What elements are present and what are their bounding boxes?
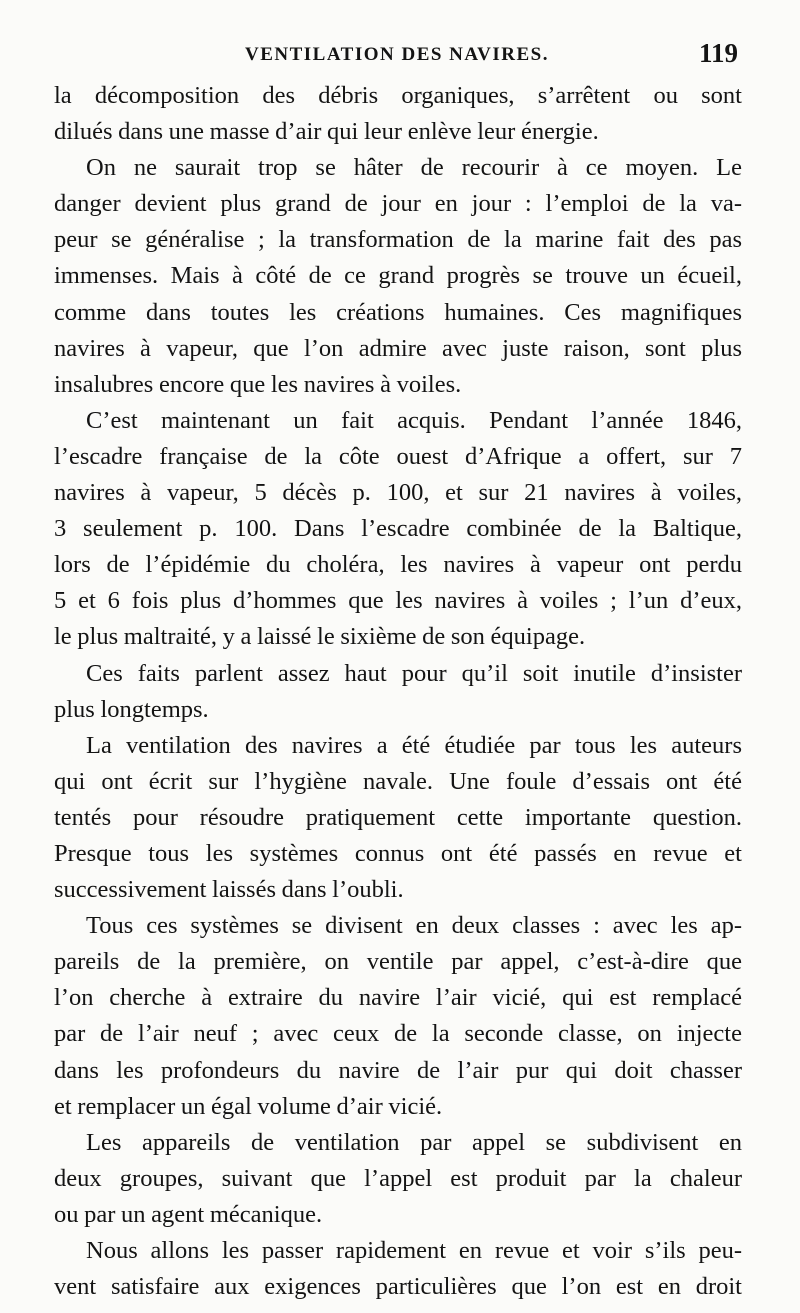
text-line: Nous allons les passer rapidement en revue et voir s’ils peu-: [86, 1237, 742, 1264]
text-line: deux groupes, suivant que l’appel est produit par la chaleur: [54, 1164, 742, 1192]
text-line: navires à vapeur, 5 décès p. 100, et sur 21 navires à voiles,: [54, 479, 742, 507]
text-line: comme dans toutes les créations humaines. Ces magnifiques: [54, 298, 742, 326]
text-line: Ces faits parlent assez haut pour qu’il soit inutile d’insister: [86, 659, 742, 687]
body-text: [54, 78, 742, 1305]
text-line: danger devient plus grand de jour en jour : l’emploi de la va-: [54, 190, 742, 218]
text-line: Presque tous les systèmes connus ont été passés en revue et: [54, 839, 742, 867]
text-line: On ne saurait trop se hâter de recourir à ce moyen. Le: [86, 154, 742, 182]
text-line: Tous ces systèmes se divisent en deux classes : avec les ap-: [86, 912, 742, 940]
text-line: navires à vapeur, que l’on admire avec juste raison, sont plus: [54, 334, 742, 362]
text-line: plus longtemps.: [54, 695, 209, 723]
text-line: successivement laissés dans l’oubli.: [54, 876, 404, 904]
text-line: la décomposition des débris organiques, s’arrêtent ou sont: [54, 82, 742, 109]
text-line: 5 et 6 fois plus d’hommes que les navires à voiles ; l’un d’eux,: [54, 587, 742, 615]
text-line: La ventilation des navires a été étudiée par tous les auteurs: [86, 731, 742, 759]
page-number: 119: [698, 38, 738, 68]
text-line: vent satisfaire aux exigences particulières que l’on est en droit: [54, 1273, 742, 1301]
page-header: [52, 38, 742, 74]
text-line: 3 seulement p. 100. Dans l’escadre combinée de la Baltique,: [54, 515, 742, 543]
text-line: l’on cherche à extraire du navire l’air vicié, qui est remplacé: [54, 984, 742, 1012]
text-line: tentés pour résoudre pratiquement cette importante question.: [54, 803, 742, 831]
text-line: et remplacer un égal volume d’air vicié.: [54, 1092, 443, 1120]
text-line: C’est maintenant un fait acquis. Pendant l’année 1846,: [86, 406, 742, 434]
text-line: ou par un agent mécanique.: [54, 1200, 323, 1228]
text-line: Les appareils de ventilation par appel se subdivisent en: [86, 1128, 742, 1156]
text-line: insalubres encore que les navires à voiles.: [54, 370, 462, 398]
text-line: immenses. Mais à côté de ce grand progrès se trouve un écueil,: [54, 262, 742, 290]
text-line: dilués dans une masse d’air qui leur enlève leur énergie.: [54, 118, 599, 146]
text-line: par de l’air neuf ; avec ceux de la seconde classe, on injecte: [54, 1020, 742, 1048]
text-line: peur se généralise ; la transformation de la marine fait des pas: [54, 226, 742, 254]
text-line: qui ont écrit sur l’hygiène navale. Une foule d’essais ont été: [54, 767, 742, 795]
text-line: lors de l’épidémie du choléra, les navires à vapeur ont perdu: [54, 551, 742, 579]
text-line: pareils de la première, on ventile par appel, c’est-à-dire que: [54, 948, 742, 976]
text-line: l’escadre française de la côte ouest d’Afrique a offert, sur 7: [54, 442, 742, 470]
running-title: VENTILATION DES NAVIRES.: [244, 44, 549, 65]
text-line: le plus maltraité, y a laissé le sixième de son équipage.: [54, 623, 586, 651]
text-line: dans les profondeurs du navire de l’air pur qui doit chasser: [54, 1056, 742, 1084]
